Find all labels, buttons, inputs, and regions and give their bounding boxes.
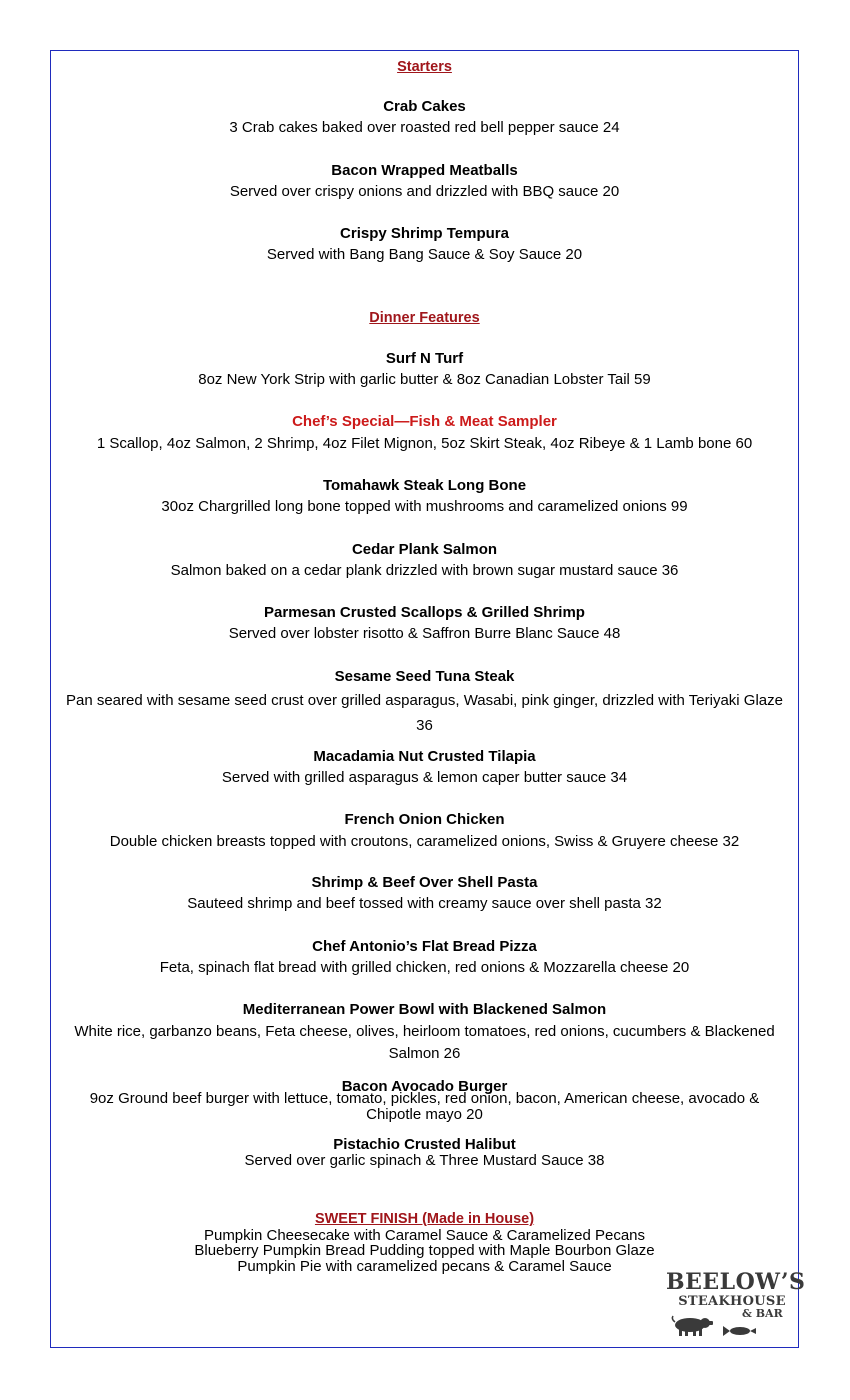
item-name-crab-cakes: Crab Cakes (383, 98, 466, 115)
item-name-avocado-burger: Bacon Avocado Burger (341, 1078, 508, 1095)
starters-heading: Starters (397, 59, 452, 75)
item-name-halibut: Pistachio Crusted Halibut (333, 1136, 516, 1153)
item-desc-tuna-steak: Pan seared with sesame seed crust over grilled asparagus, Wasabi, pink ginger, drizzled with Teriyaki Glaze 36 (65, 692, 783, 734)
logo-subtitle: STEAKHOUSE (678, 1294, 786, 1309)
sweet-finish-heading: SWEET FINISH (Made in House) (314, 1211, 535, 1227)
item-name-scallops-shrimp: Parmesan Crusted Scallops & Grilled Shrimp (264, 604, 585, 621)
item-desc-crab-cakes: 3 Crab cakes baked over roasted red bell pepper sauce 24 (229, 119, 620, 136)
logo-bar: & BAR (742, 1307, 783, 1320)
item-desc-halibut: Served over garlic spinach & Three Mustard Sauce 38 (244, 1152, 605, 1169)
item-name-shell-pasta: Shrimp & Beef Over Shell Pasta (311, 874, 538, 891)
item-name-onion-chicken: French Onion Chicken (344, 811, 505, 828)
item-desc-avocado-burger: 9oz Ground beef burger with lettuce, tomato, pickles, red onion, bacon, American cheese, avocado & Chipotle mayo 20 (89, 1090, 760, 1123)
item-name-shrimp-tempura: Crispy Shrimp Tempura (340, 225, 509, 242)
item-desc-scallops-shrimp: Served over lobster risotto & Saffron Burre Blanc Sauce 48 (228, 625, 621, 642)
pig-fish-icon (666, 1269, 806, 1340)
item-desc-tilapia: Served with grilled asparagus & lemon caper butter sauce 34 (221, 769, 628, 786)
item-name-power-bowl: Mediterranean Power Bowl with Blackened Salmon (242, 1001, 607, 1018)
item-desc-surf-n-turf: 8oz New York Strip with garlic butter & 8oz Canadian Lobster Tail 59 (198, 371, 651, 388)
item-name-surf-n-turf: Surf N Turf (385, 350, 464, 367)
item-desc-flat-bread: Feta, spinach flat bread with grilled chicken, red onions & Mozzarella cheese 20 (159, 959, 690, 976)
item-desc-shell-pasta: Sauteed shrimp and beef tossed with creamy sauce over shell pasta 32 (187, 895, 662, 912)
item-desc-chefs-special: 1 Scallop, 4oz Salmon, 2 Shrimp, 4oz Filet Mignon, 5oz Skirt Steak, 4oz Ribeye & 1 Lamb bone 60 (96, 435, 753, 452)
item-name-tomahawk: Tomahawk Steak Long Bone (322, 477, 527, 494)
item-name-chefs-special: Chef’s Special—Fish & Meat Sampler (292, 413, 557, 430)
logo-name: BEELOW’S (666, 1269, 806, 1295)
dessert-item-bread-pudding: Blueberry Pumpkin Bread Pudding topped with Maple Bourbon Glaze (194, 1242, 655, 1259)
item-desc-shrimp-tempura: Served with Bang Bang Sauce & Soy Sauce 20 (266, 246, 583, 263)
item-name-bacon-meatballs: Bacon Wrapped Meatballs (331, 162, 518, 179)
item-desc-power-bowl: White rice, garbanzo beans, Feta cheese, olives, heirloom tomatoes, red onions, cucumbers & Blackened Salmon 26 (74, 1023, 775, 1062)
item-desc-cedar-salmon: Salmon baked on a cedar plank drizzled with brown sugar mustard sauce 36 (170, 562, 679, 579)
dinner-features-heading: Dinner Features (369, 310, 480, 326)
item-name-cedar-salmon: Cedar Plank Salmon (351, 541, 498, 558)
item-desc-tomahawk: 30oz Chargrilled long bone topped with mushrooms and caramelized onions 99 (161, 498, 688, 515)
dessert-item-cheesecake: Pumpkin Cheesecake with Caramel Sauce & Caramelized Pecans (203, 1227, 646, 1244)
item-desc-bacon-meatballs: Served over crispy onions and drizzled with BBQ sauce 20 (229, 183, 620, 200)
dessert-item-pumpkin-pie: Pumpkin Pie with caramelized pecans & Caramel Sauce (237, 1258, 612, 1275)
item-desc-onion-chicken: Double chicken breasts topped with croutons, caramelized onions, Swiss & Gruyere cheese 32 (109, 833, 740, 850)
item-name-tilapia: Macadamia Nut Crusted Tilapia (313, 748, 536, 765)
restaurant-logo (666, 1269, 806, 1340)
item-name-tuna-steak: Sesame Seed Tuna Steak (334, 668, 515, 685)
item-name-flat-bread: Chef Antonio’s Flat Bread Pizza (312, 938, 537, 955)
